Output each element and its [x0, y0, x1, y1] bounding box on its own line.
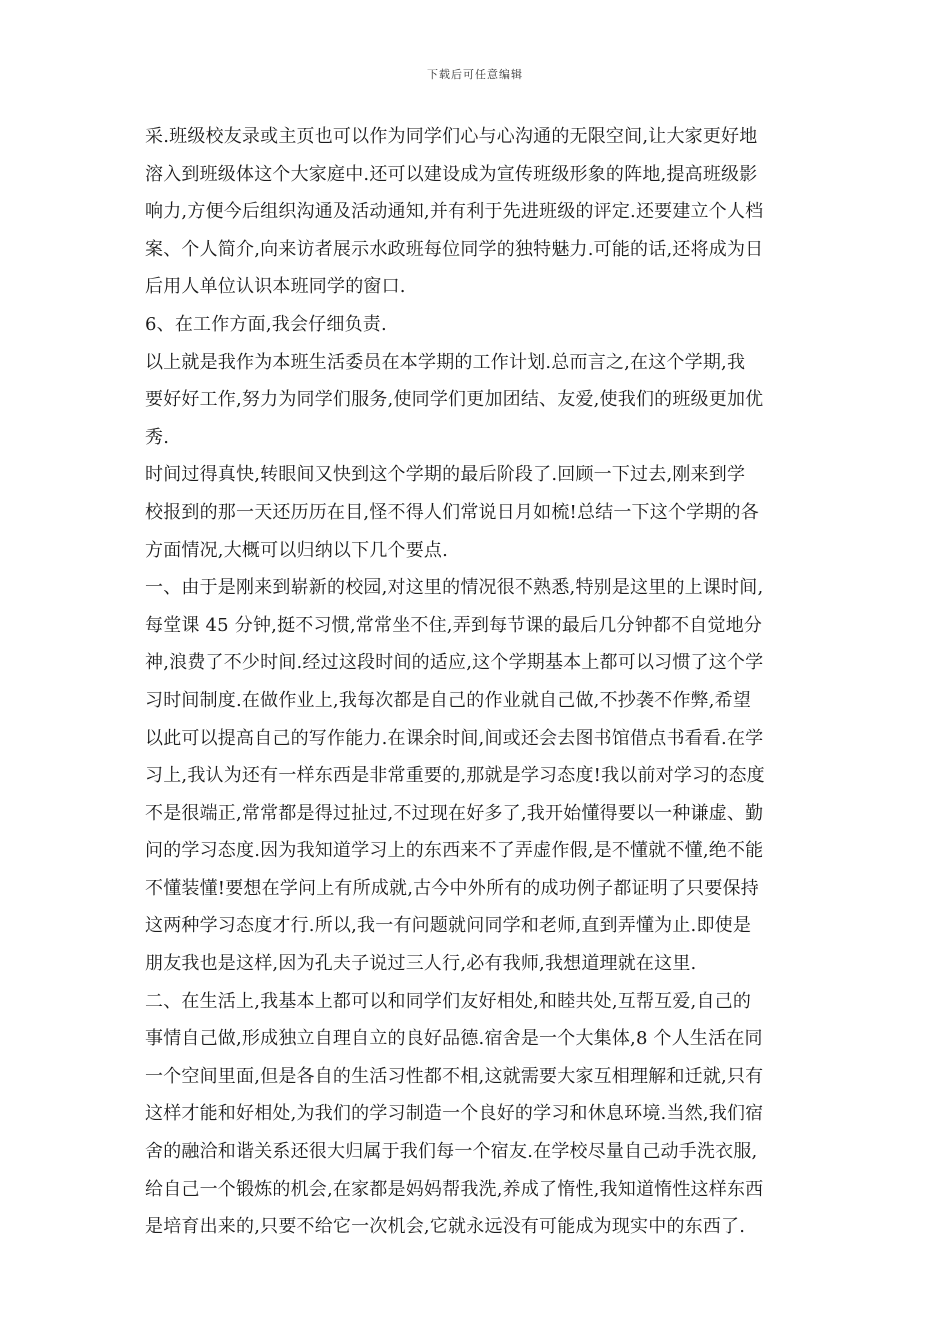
text-line: 时间过得真快,转眼间又快到这个学期的最后阶段了.回顾一下过去,刚来到学 — [145, 464, 746, 486]
text-line: 不是很端正,常常都是得过扯过,不过现在好多了,我开始懂得要以一种谦虚、勤 — [145, 802, 764, 824]
text-line: 这样才能和好相处,为我们的学习制造一个良好的学习和休息环境.当然,我们宿 — [145, 1103, 764, 1125]
header-note: 下载后可任意编辑 — [427, 68, 523, 81]
text-line: 神,浪费了不少时间.经过这段时间的适应,这个学期基本上都可以习惯了这个学 — [145, 652, 764, 674]
text-line: 方面情况,大概可以归纳以下几个要点. — [145, 539, 449, 561]
text-line: 校报到的那一天还历历在目,怪不得人们常说日月如梳!总结一下这个学期的各 — [145, 501, 759, 523]
text-line: 这两种学习态度才行.所以,我一有问题就问同学和老师,直到弄懂为止.即使是 — [145, 915, 752, 937]
text-line: 一、由于是刚来到崭新的校园,对这里的情况很不熟悉,特别是这里的上课时间, — [145, 577, 764, 599]
text-line: 后用人单位认识本班同学的窗口. — [145, 276, 406, 298]
body-text — [145, 118, 815, 1246]
text-line: 6、在工作方面,我会仔细负责. — [145, 313, 387, 335]
text-line: 秀. — [145, 426, 170, 448]
text-line: 是培育出来的,只要不给它一次机会,它就永远没有可能成为现实中的东西了. — [145, 1216, 746, 1238]
text-line: 溶入到班级体这个大家庭中.还可以建设成为宣传班级形象的阵地,提高班级影 — [145, 163, 758, 185]
text-line: 舍的融洽和谐关系还很大归属于我们每一个宿友.在学校尽量自己动手洗衣服, — [145, 1141, 758, 1163]
text-line: 一个空间里面,但是各自的生活习性都不相,这就需要大家互相理解和迁就,只有 — [145, 1065, 764, 1087]
text-line: 以上就是我作为本班生活委员在本学期的工作计划.总而言之,在这个学期,我 — [145, 351, 746, 373]
text-line: 案、个人简介,向来访者展示水政班每位同学的独特魅力.可能的话,还将成为日 — [145, 238, 764, 260]
text-line: 以此可以提高自己的写作能力.在课余时间,间或还会去图书馆借点书看看.在学 — [145, 727, 764, 749]
text-line: 事情自己做,形成独立自理自立的良好品德.宿舍是一个大集体,8 个人生活在同 — [145, 1028, 763, 1050]
text-line: 响力,方便今后组织沟通及活动通知,并有利于先进班级的评定.还要建立个人档 — [145, 201, 764, 223]
text-line: 采.班级校友录或主页也可以作为同学们心与心沟通的无限空间,让大家更好地 — [145, 126, 758, 147]
text-line: 问的学习态度.因为我知道学习上的东西来不了弄虚作假,是不懂就不懂,绝不能 — [145, 840, 764, 862]
text-line: 习上,我认为还有一样东西是非常重要的,那就是学习态度!我以前对学习的态度 — [145, 765, 765, 787]
text-line: 习时间制度.在做作业上,我每次都是自己的作业就自己做,不抄袭不作弊,希望 — [145, 689, 752, 711]
text-line: 要好好工作,努力为同学们服务,使同学们更加团结、友爱,使我们的班级更加优 — [145, 389, 764, 411]
text-line: 给自己一个锻炼的机会,在家都是妈妈帮我洗,养成了惰性,我知道惰性这样东西 — [145, 1178, 764, 1200]
text-line: 朋友我也是这样,因为孔夫子说过三人行,必有我师,我想道理就在这里. — [145, 953, 697, 975]
text-line: 每堂课 45 分钟,挺不习惯,常常坐不住,弄到每节课的最后几分钟都不自觉地分 — [145, 614, 763, 636]
text-line: 不懂装懂!要想在学问上有所成就,古今中外所有的成功例子都证明了只要保持 — [145, 877, 759, 899]
text-line: 二、在生活上,我基本上都可以和同学们友好相处,和睦共处,互帮互爱,自己的 — [145, 990, 752, 1012]
